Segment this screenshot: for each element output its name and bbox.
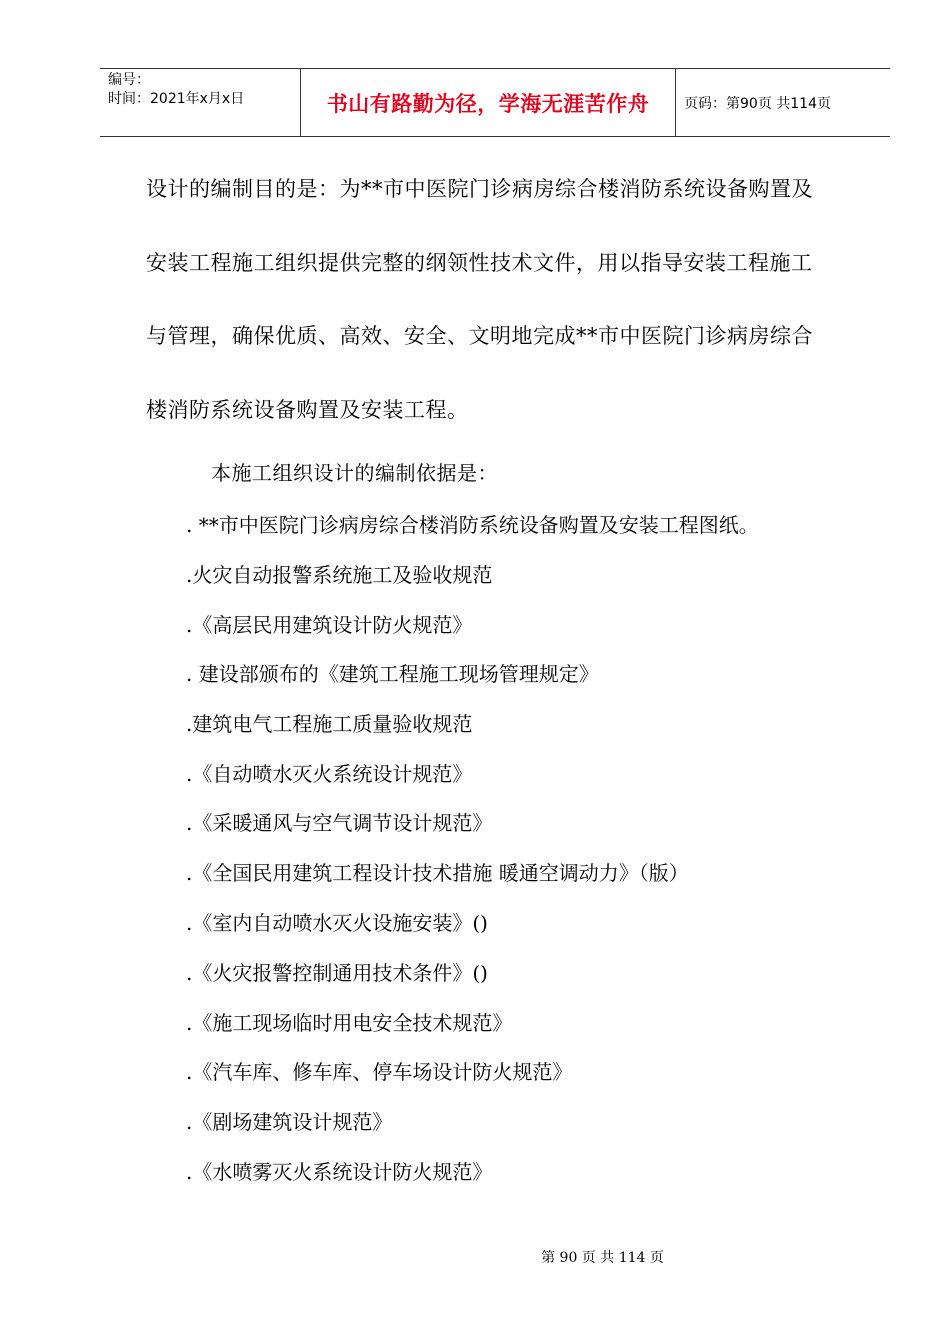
basis-item: .《自动喷水灭火系统设计规范》 bbox=[186, 762, 473, 786]
basis-item: . 建设部颁布的《建筑工程施工现场管理规定》 bbox=[186, 662, 599, 686]
basis-item: .《施工现场临时用电安全技术规范》 bbox=[186, 1011, 513, 1035]
basis-item: .《火灾报警控制通用技术条件》() bbox=[186, 961, 488, 985]
paragraph-line: 与管理，确保优质、高效、安全、文明地完成**市中医院门诊病房综合 bbox=[146, 324, 813, 348]
paragraph-line: 设计的编制目的是：为**市中医院门诊病房综合楼消防系统设备购置及 bbox=[146, 177, 813, 201]
basis-item: .《剧场建筑设计规范》 bbox=[186, 1110, 393, 1134]
page-footer: 第 90 页 共 114 页 bbox=[541, 1250, 664, 1266]
header-page-info: 页码：第90页 共114页 bbox=[684, 95, 831, 112]
basis-item: .《水喷雾灭火系统设计防火规范》 bbox=[186, 1160, 493, 1184]
page-header bbox=[100, 68, 890, 137]
basis-item: .《室内自动喷水灭火设施安装》() bbox=[186, 911, 488, 935]
paragraph-line: 安装工程施工组织提供完整的纲领性技术文件，用以指导安装工程施工 bbox=[146, 251, 813, 275]
basis-heading: 本施工组织设计的编制依据是： bbox=[211, 461, 498, 485]
header-meta bbox=[100, 69, 301, 136]
basis-item: .《高层民用建筑设计防火规范》 bbox=[186, 613, 473, 637]
basis-item: .《全国民用建筑工程设计技术措施 暖通空调动力》（版） bbox=[186, 861, 689, 885]
basis-item: .《汽车库、修车库、停车场设计防火规范》 bbox=[186, 1060, 573, 1084]
number-label: 编号： bbox=[108, 72, 150, 88]
basis-item: .《采暖通风与空气调节设计规范》 bbox=[186, 811, 493, 835]
basis-item: .建筑电气工程施工质量验收规范 bbox=[186, 712, 473, 736]
paragraph-line: 楼消防系统设备购置及安装工程。 bbox=[146, 398, 469, 422]
header-motto: 书山有路勤为径，学海无涯苦作舟 bbox=[301, 69, 676, 136]
basis-item: .火灾自动报警系统施工及验收规范 bbox=[186, 563, 493, 587]
time-label: 时间：2021年x月x日 bbox=[108, 91, 245, 107]
basis-item: . **市中医院门诊病房综合楼消防系统设备购置及安装工程图纸。 bbox=[186, 513, 759, 537]
